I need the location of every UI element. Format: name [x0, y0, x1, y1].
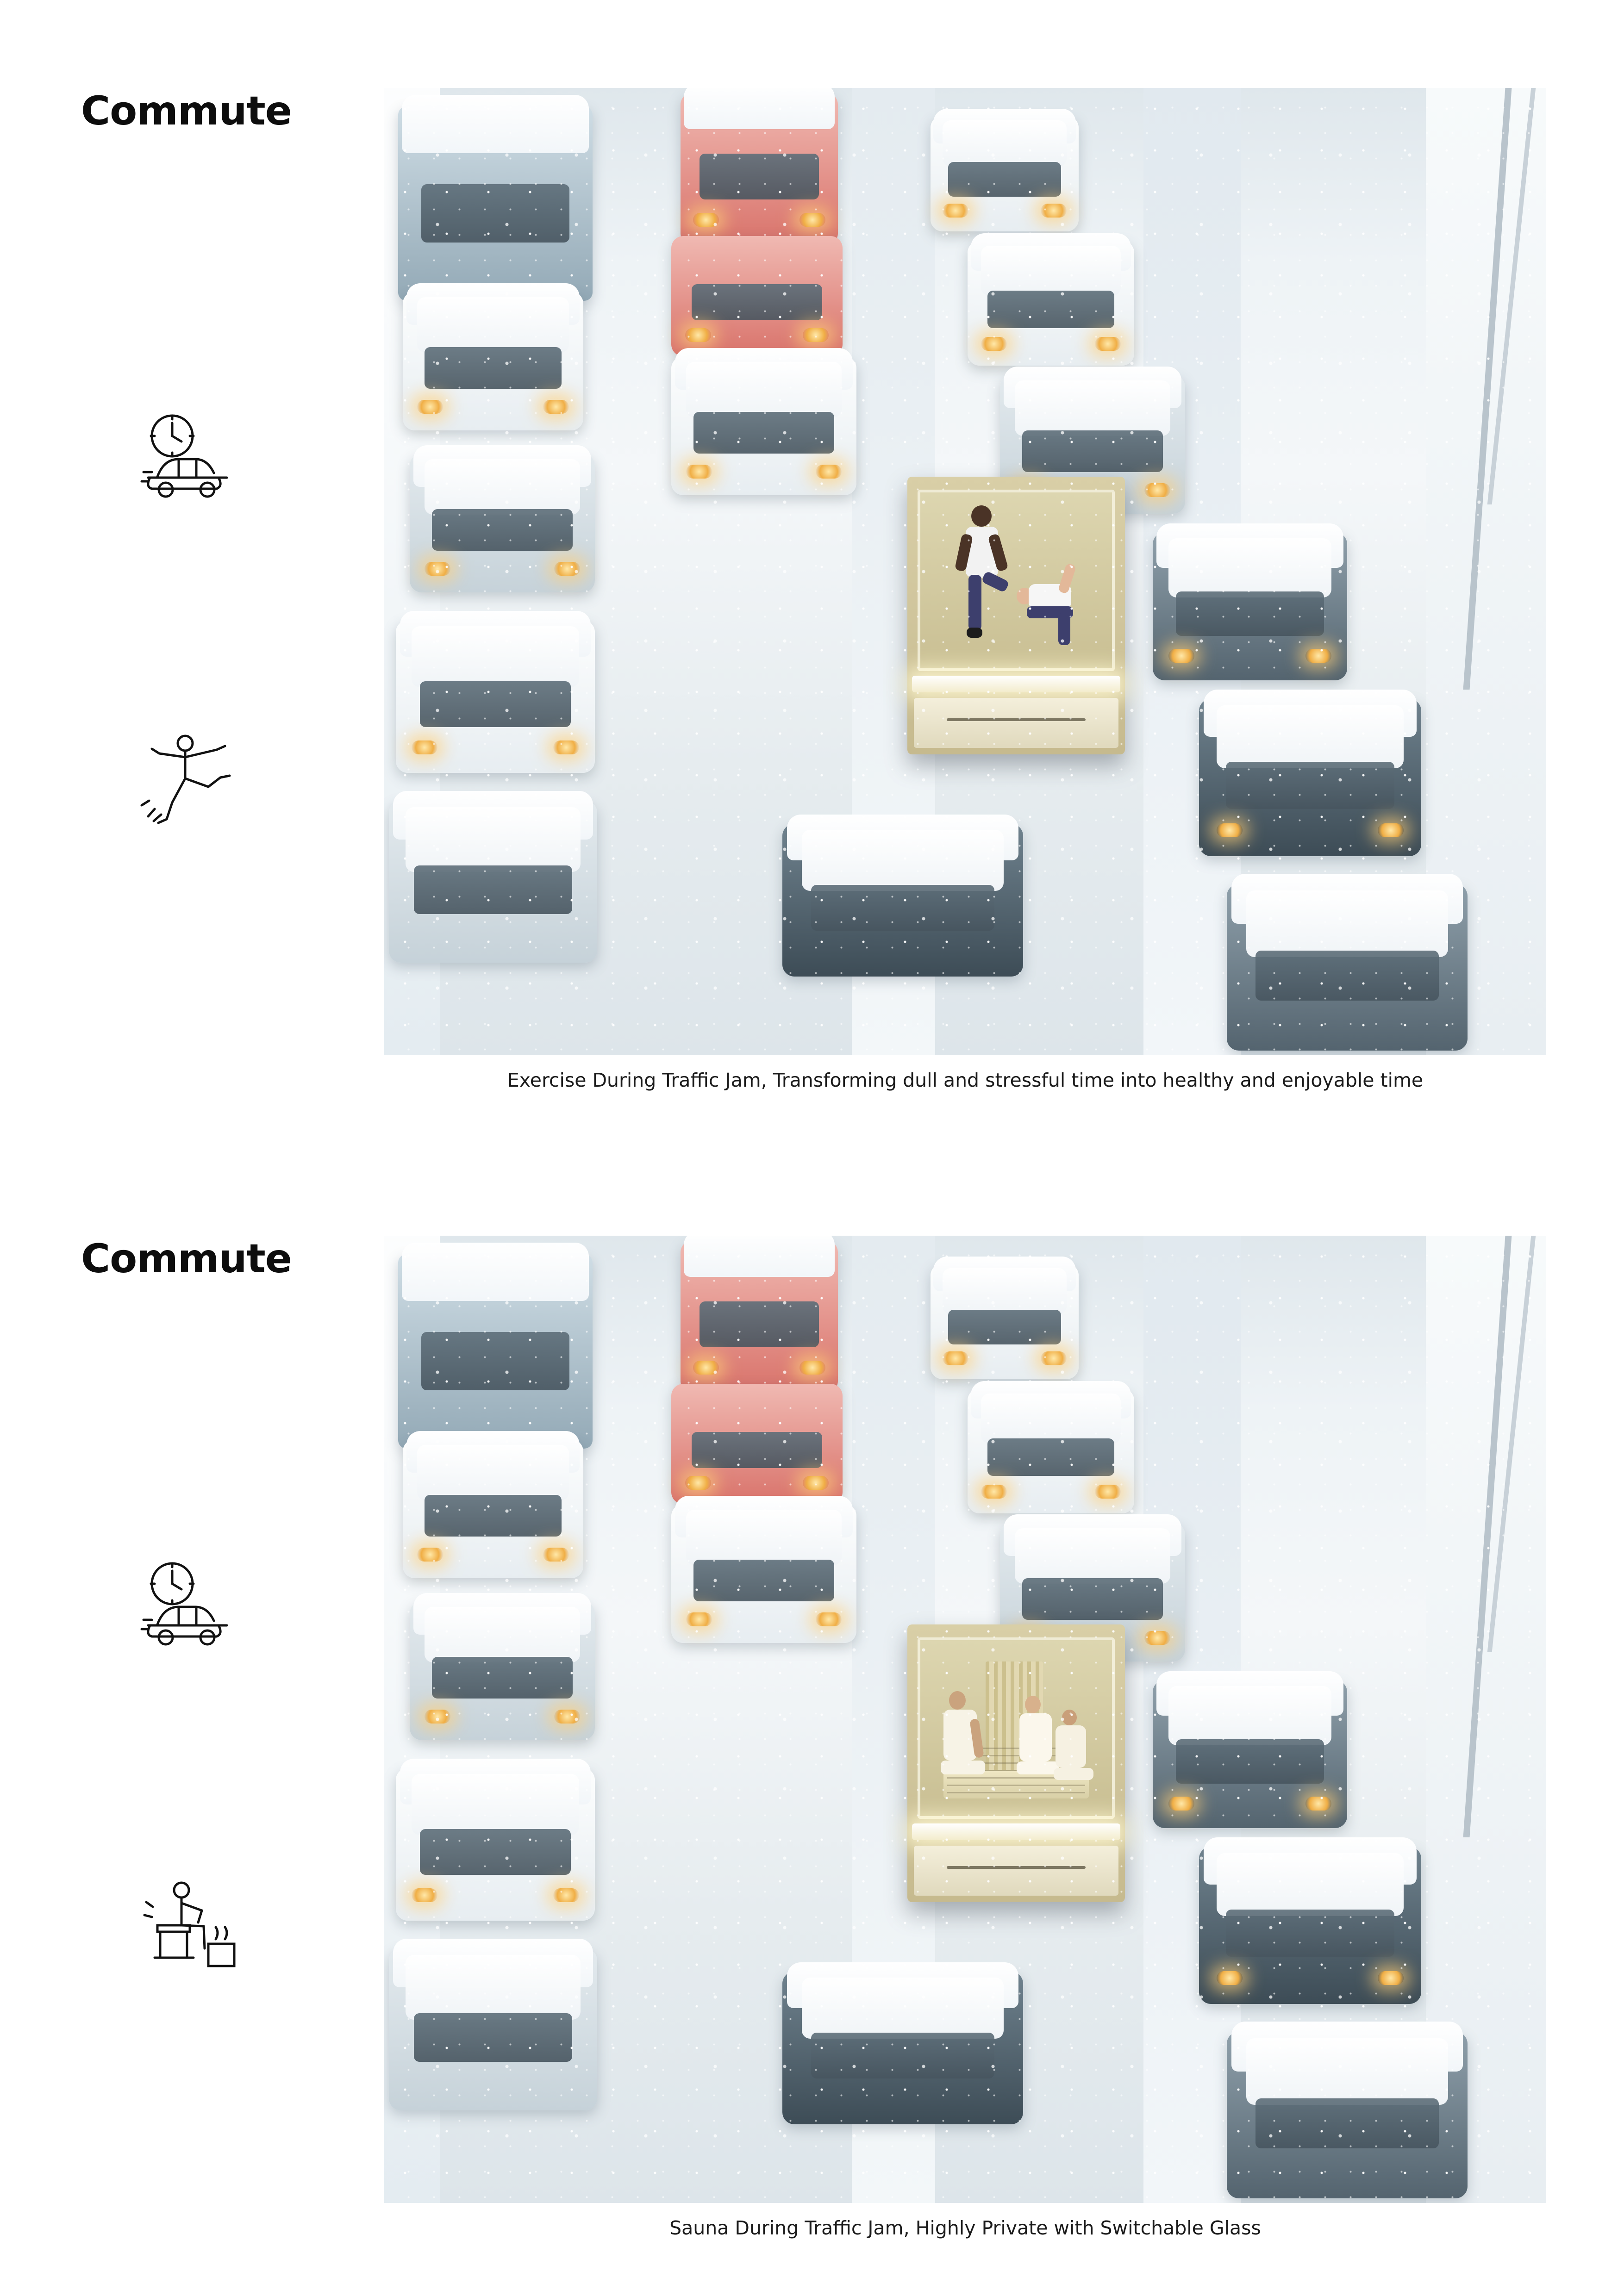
clock-car-icon	[139, 407, 255, 514]
scene-photo-exercise	[384, 88, 1546, 1055]
pod-vehicle-exercise	[907, 477, 1125, 754]
page-title: Commute	[81, 88, 292, 134]
occupant-sauna-left	[939, 1691, 994, 1807]
sauna-person-icon	[139, 1874, 255, 1981]
stretching-person-icon	[139, 727, 255, 833]
figure-caption-2: Sauna During Traffic Jam, Highly Private with Switchable Glass	[669, 2217, 1261, 2239]
occupant-stretching	[1013, 562, 1087, 650]
occupant-exercising	[948, 505, 1018, 658]
clock-car-icon	[139, 1555, 255, 1661]
figure-caption: Exercise During Traffic Jam, Transforming dull and stressful time into healthy and enjoyable time	[507, 1069, 1424, 1091]
pod-vehicle-sauna	[907, 1624, 1125, 1902]
scene-photo-sauna	[384, 1236, 1546, 2203]
occupant-sauna-right	[1051, 1710, 1102, 1802]
page-title-2: Commute	[81, 1236, 292, 1282]
